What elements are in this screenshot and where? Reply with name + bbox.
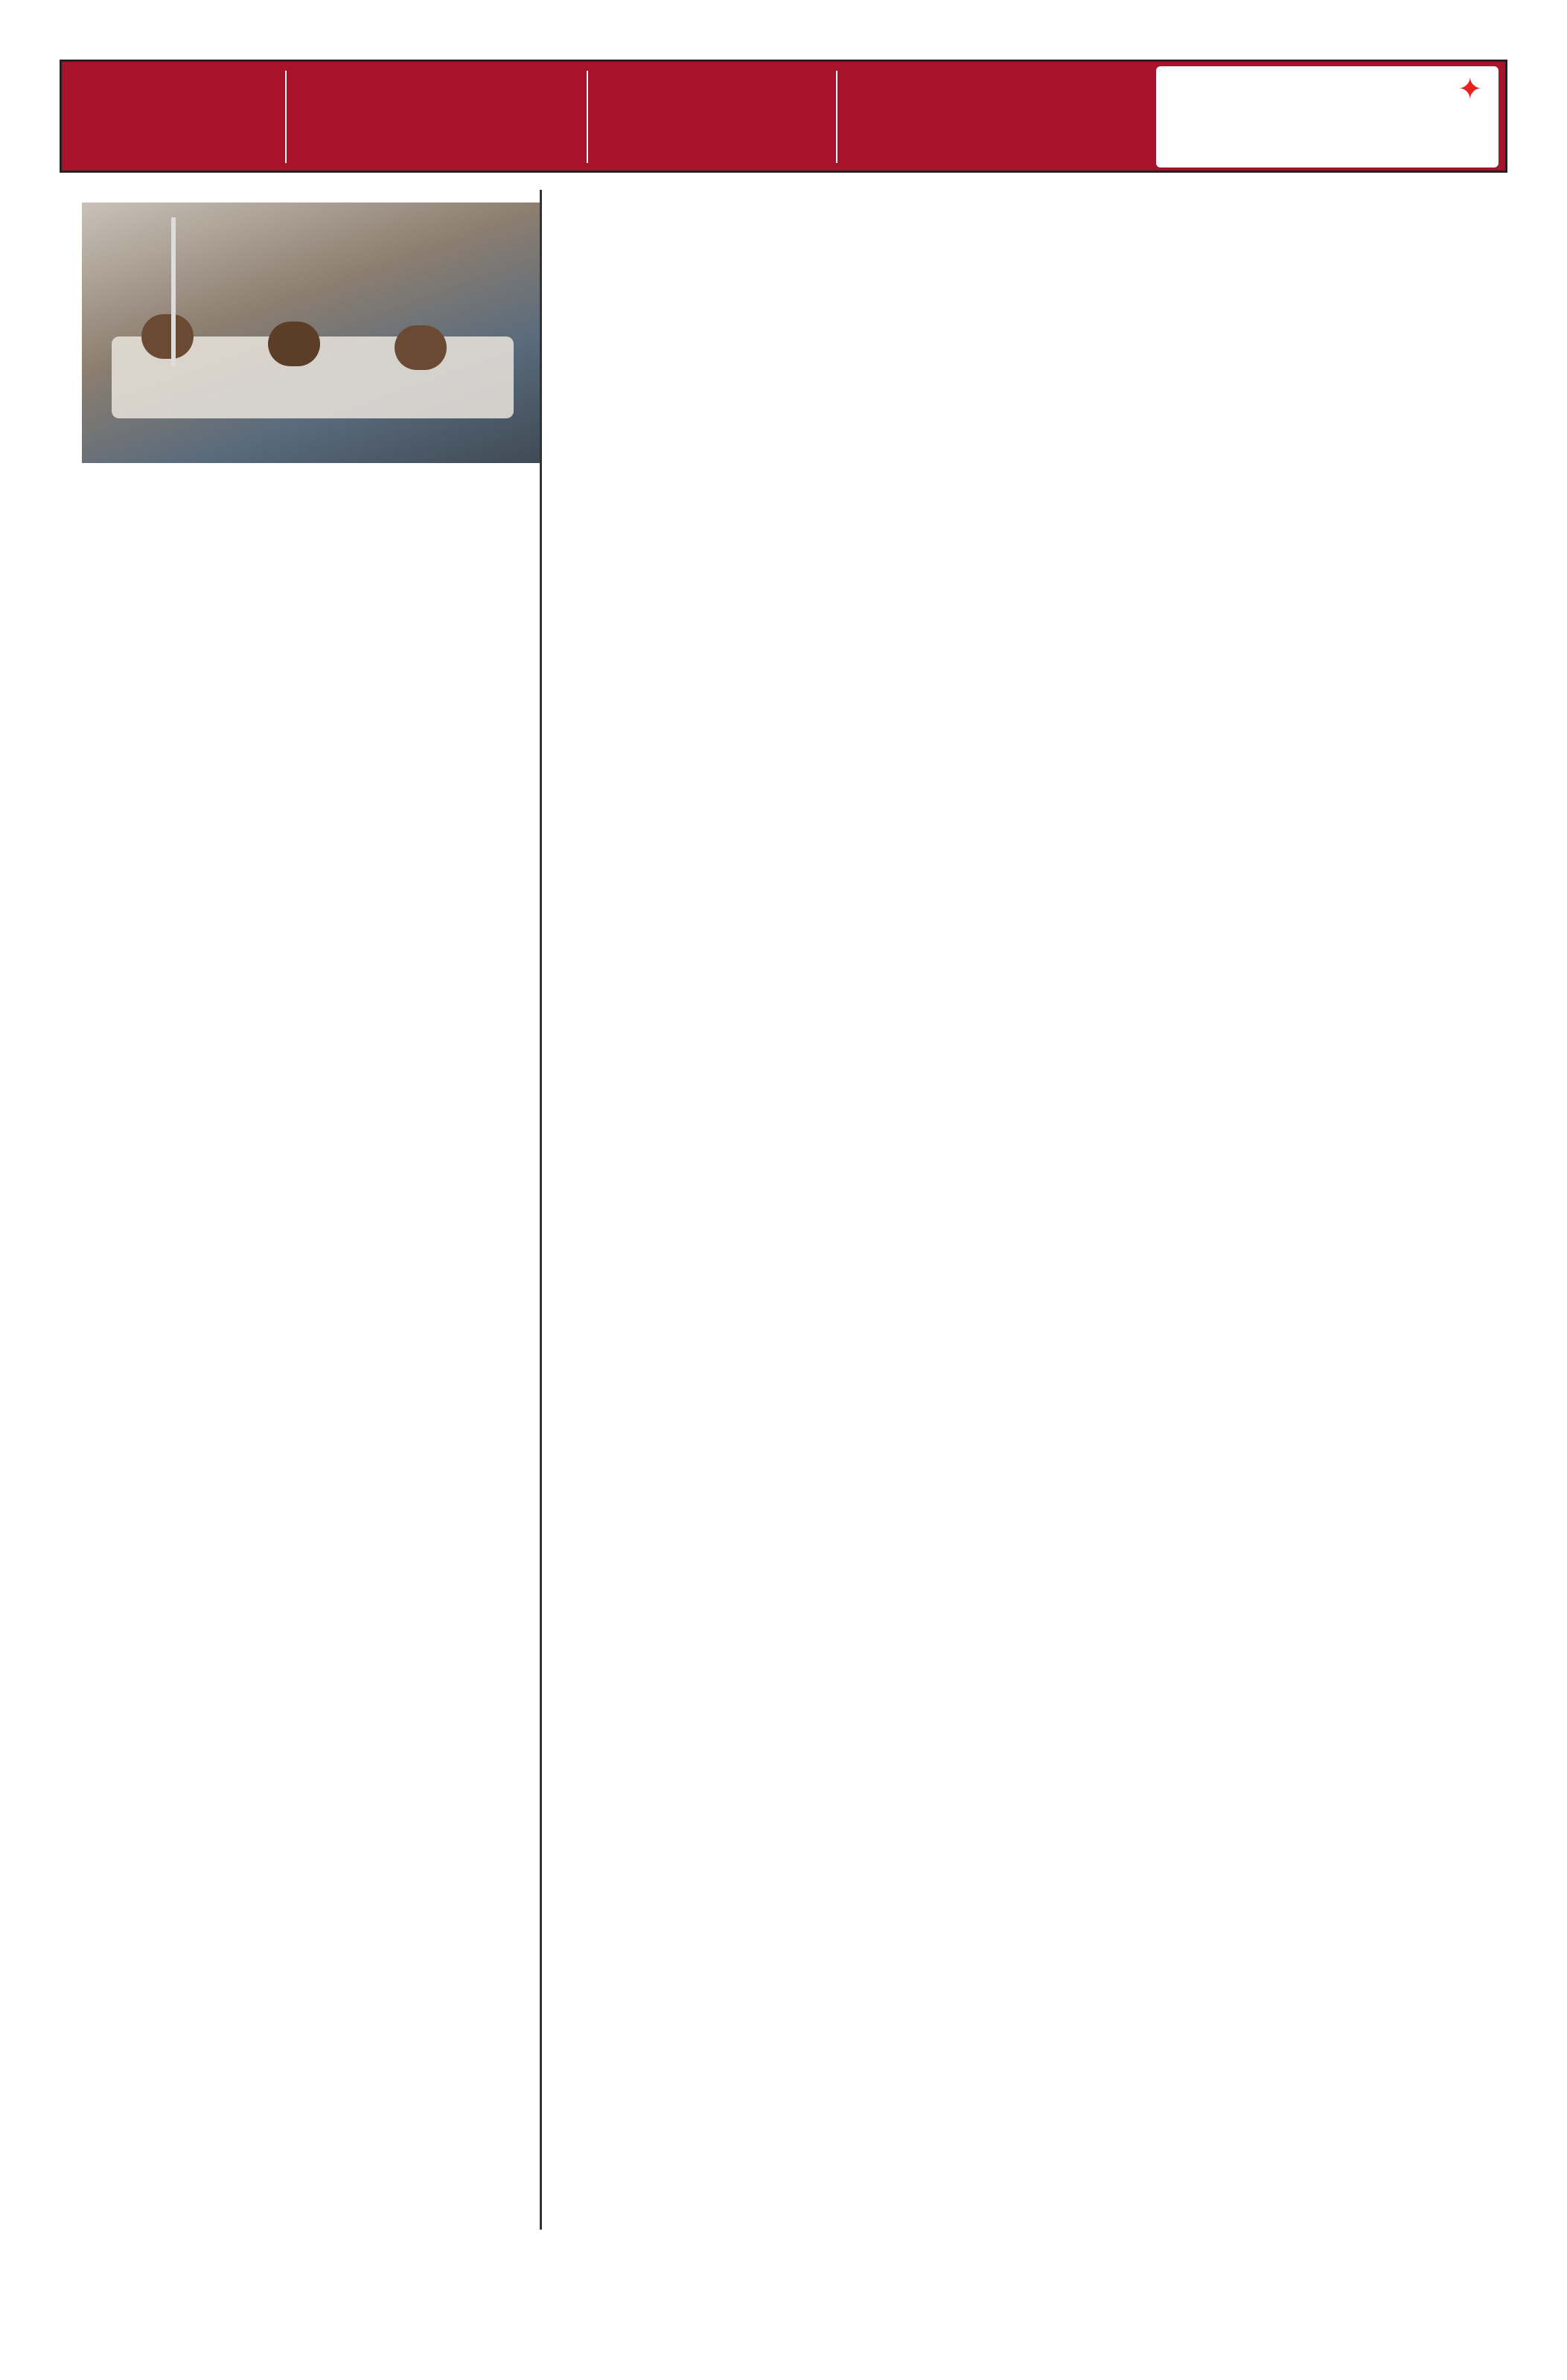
hostel-patients-photo [82,202,540,463]
column-divider [540,190,542,2230]
star-icon: ✦ [1458,72,1483,106]
masthead [60,60,1507,173]
g-news-logo [1156,66,1499,168]
section-label [598,69,821,163]
